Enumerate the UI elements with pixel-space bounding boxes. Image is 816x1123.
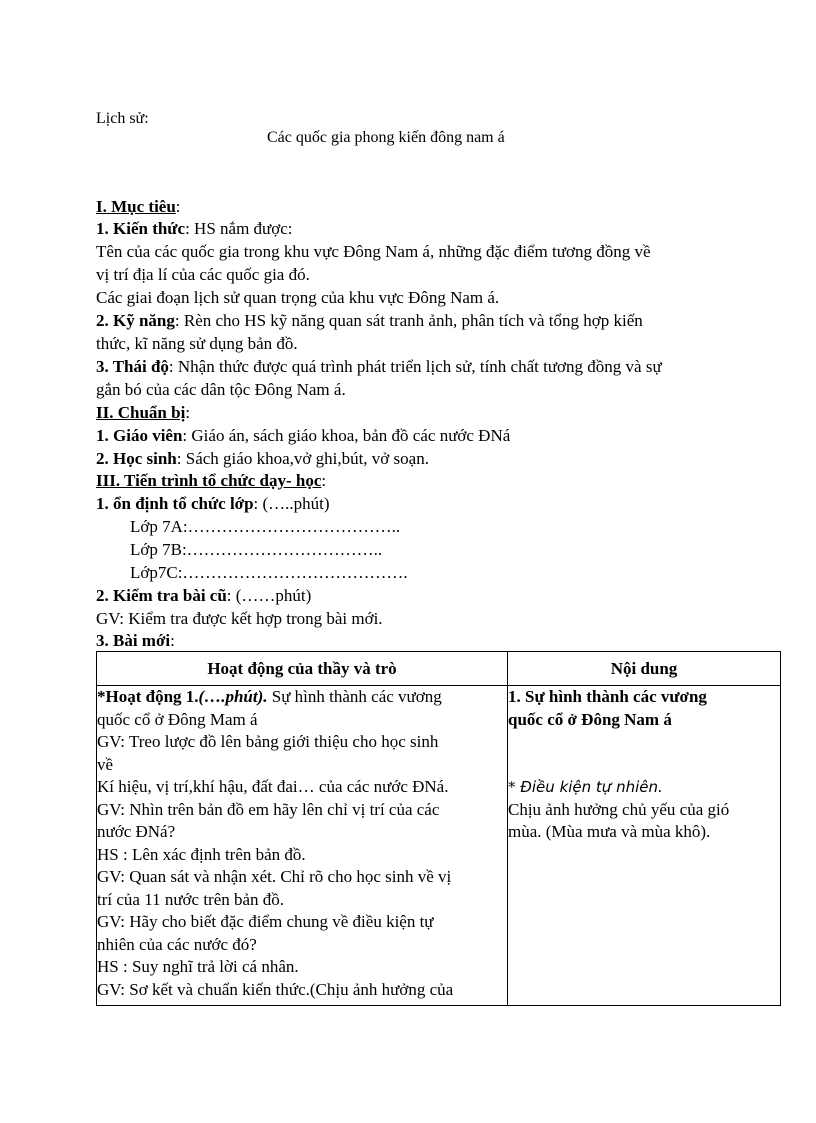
- activity-line: về: [97, 754, 114, 774]
- check-gv-line: GV: Kiểm tra được kết hợp trong bài mới.: [96, 609, 383, 628]
- header-content: Nội dung: [508, 652, 781, 686]
- activity-line-0: *Hoạt động 1.(….phút). Sự hình thành các vương: [97, 687, 442, 706]
- content-text-2: mùa. (Mùa mưa và mùa khô).: [508, 822, 711, 841]
- activity-line: HS : Lên xác định trên bản đồ.: [97, 844, 306, 864]
- activity-line: quốc cổ ở Đông Mam á: [97, 709, 258, 729]
- content-spacer: [508, 754, 780, 777]
- content-heading-2: quốc cổ ở Đông Nam á: [508, 709, 672, 729]
- activities-cell: [97, 686, 508, 1006]
- attitude-line: 3. Thái độ: Nhận thức được quá trình phát triển lịch sử, tính chất tương đồng và sự: [96, 357, 662, 376]
- activity-line: GV: Treo lược đồ lên bảng giới thiệu cho học sinh: [97, 732, 439, 751]
- new-lesson-line: 3. Bài mới:: [96, 631, 175, 650]
- class-7a: Lớp 7A:………………………………..: [130, 517, 401, 536]
- page-title: Các quốc gia phong kiến đông nam á: [267, 129, 505, 146]
- check-line: 2. Kiểm tra bài cũ: (……phút): [96, 586, 312, 605]
- knowledge-line: 1. Kiến thức: HS nắm được:: [96, 219, 293, 238]
- subject-label: Lịch sử:: [96, 110, 149, 127]
- section-preparation-heading: II. Chuẩn bị:: [96, 403, 191, 422]
- teacher-line: 1. Giáo viên: Giáo án, sách giáo khoa, bản đồ các nước ĐNá: [96, 426, 511, 445]
- activity-line: GV: Hãy cho biết đặc điểm chung về điều kiện tự: [97, 912, 434, 931]
- table-header-row: [97, 652, 781, 686]
- activity-line: HS : Suy nghĩ trả lời cá nhân.: [97, 957, 299, 976]
- activity-line: GV: Sơ kết và chuẩn kiến thức.(Chịu ảnh hưởng của: [97, 979, 454, 999]
- class-7b: Lớp 7B:……………………………..: [130, 540, 383, 559]
- content-spacer: [508, 731, 780, 754]
- activity-line: GV: Nhìn trên bản đồ em hãy lên chỉ vị trí của các: [97, 799, 440, 819]
- attitude-text-2: gắn bó của các dân tộc Đông Nam á.: [96, 380, 346, 399]
- activity-line: GV: Quan sát và nhận xét. Chỉ rõ cho học sinh về vị: [97, 867, 452, 886]
- skill-line: 2. Kỹ năng: Rèn cho HS kỹ năng quan sát tranh ảnh, phân tích và tổng hợp kiến: [96, 311, 643, 330]
- section-objectives-heading: I. Mục tiêu:: [96, 197, 181, 216]
- lesson-table: [96, 651, 781, 1006]
- skill-text-2: thức, kĩ năng sử dụng bản đồ.: [96, 334, 298, 353]
- activity-line: Kí hiệu, vị trí,khí hậu, đất đai… của các nước ĐNá.: [97, 777, 449, 796]
- student-line: 2. Học sinh: Sách giáo khoa,vở ghi,bút, vở soạn.: [96, 449, 429, 468]
- activity-line: nhiên của các nước đó?: [97, 934, 257, 954]
- content-cell: [508, 686, 781, 1006]
- stabilize-line: 1. ổn định tổ chức lớp: (…..phút): [96, 494, 330, 513]
- natural-conditions-label: * Điều kiện tự nhiên.: [508, 778, 663, 796]
- activity-line: trí của 11 nước trên bản đồ.: [97, 889, 285, 909]
- knowledge-text-3: Các giai đoạn lịch sử quan trọng của khu vực Đông Nam á.: [96, 288, 500, 307]
- activity-line: nước ĐNá?: [97, 822, 176, 841]
- section-process-heading: III. Tiến trình tổ chức dạy- học:: [96, 471, 327, 490]
- class-7c: Lớp7C:………………………………….: [130, 563, 408, 582]
- knowledge-text-2: vị trí địa lí của các quốc gia đó.: [96, 265, 310, 284]
- table-row: [97, 686, 781, 1006]
- knowledge-text-1: Tên của các quốc gia trong khu vực Đông Nam á, những đặc điểm tương đồng về: [96, 242, 651, 261]
- header-activities: Hoạt động của thầy và trò: [97, 652, 508, 686]
- content-heading-1: 1. Sự hình thành các vương: [508, 687, 707, 706]
- content-text-1: Chịu ảnh hưởng chủ yếu của gió: [508, 799, 730, 819]
